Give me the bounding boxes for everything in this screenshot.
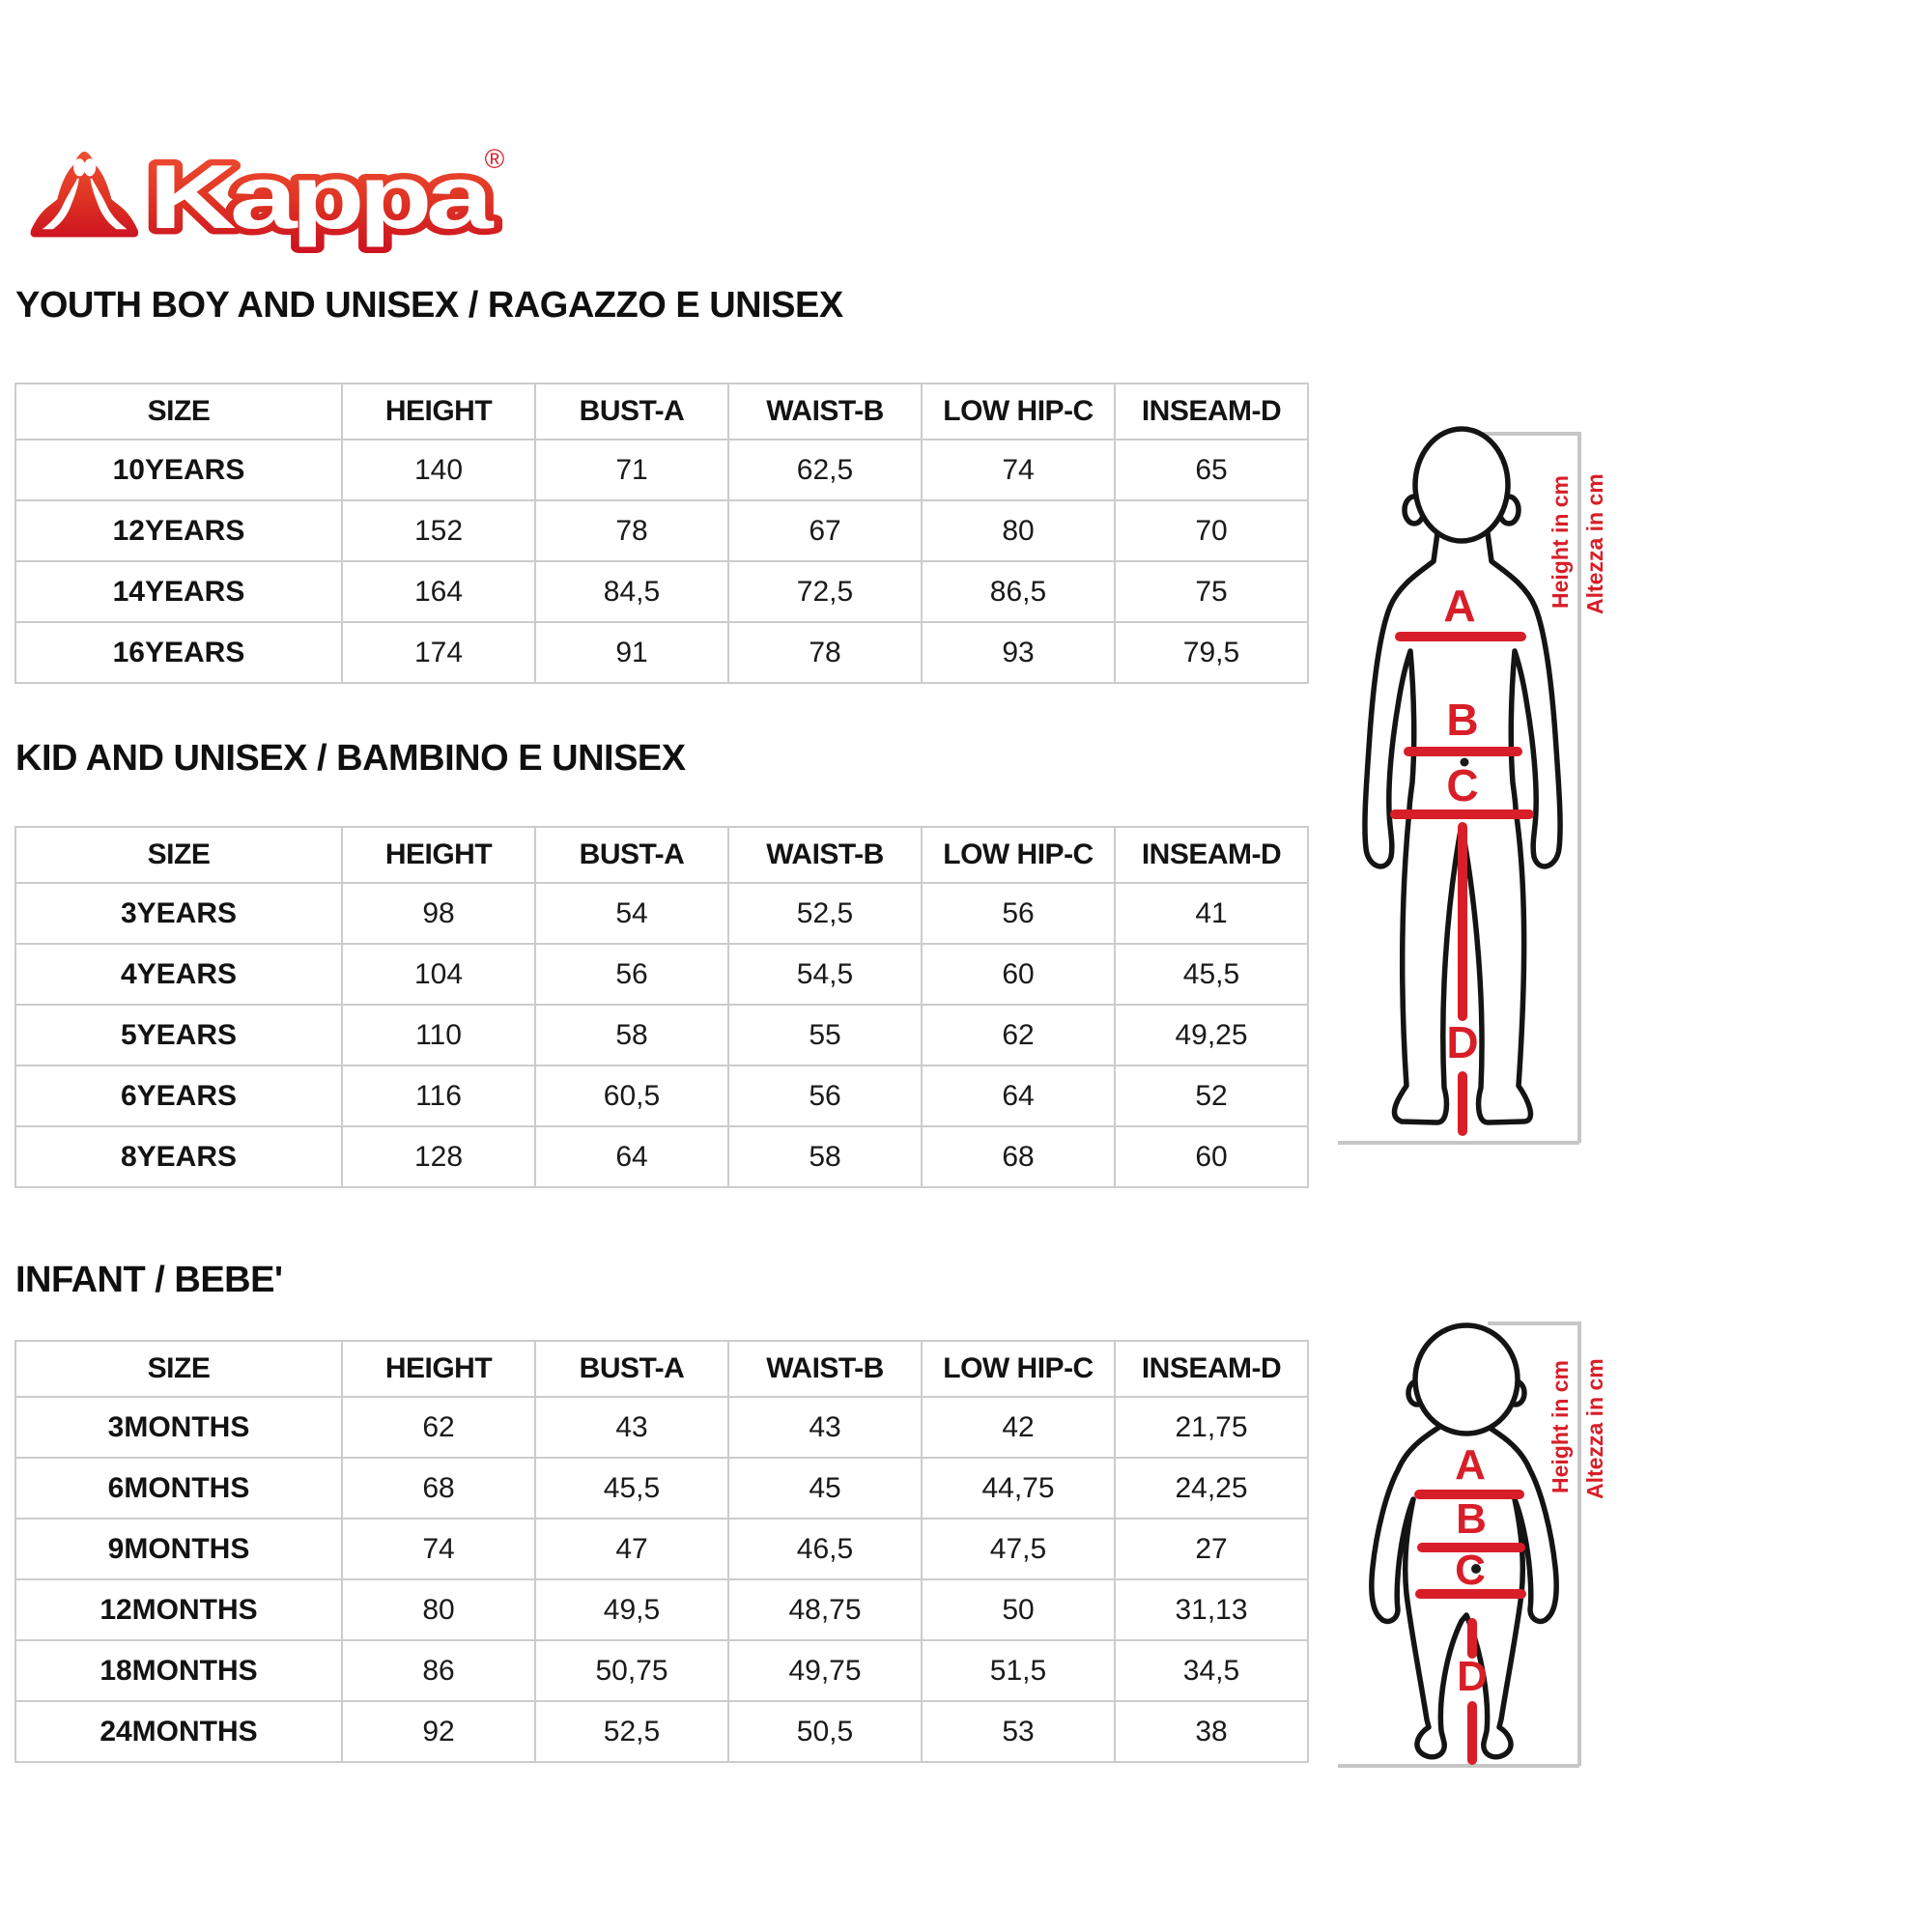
measurement-cell: 174 bbox=[342, 622, 535, 683]
measurement-cell: 49,25 bbox=[1115, 1005, 1308, 1065]
measurement-cell: 48,75 bbox=[728, 1579, 922, 1640]
youth-size-table bbox=[14, 383, 1309, 684]
header-row bbox=[15, 384, 1308, 440]
measurement-cell: 52,5 bbox=[728, 883, 922, 944]
size-cell: 3MONTHS bbox=[15, 1397, 342, 1458]
measurement-cell: 98 bbox=[342, 883, 535, 944]
measurement-cell: 70 bbox=[1115, 500, 1308, 561]
measurement-cell: 152 bbox=[342, 500, 535, 561]
measurement-cell: 43 bbox=[728, 1397, 922, 1458]
header-row bbox=[15, 827, 1308, 883]
measurement-cell: 56 bbox=[728, 1065, 922, 1126]
measurement-cell: 42 bbox=[922, 1397, 1115, 1458]
child-head bbox=[1415, 429, 1508, 541]
measurement-cell: 41 bbox=[1115, 883, 1308, 944]
kappa-omini-icon bbox=[31, 152, 139, 238]
measurement-cell: 45 bbox=[728, 1458, 922, 1519]
measurement-cell: 79,5 bbox=[1115, 622, 1308, 683]
measurement-cell: 46,5 bbox=[728, 1519, 922, 1579]
size-cell: 6MONTHS bbox=[15, 1458, 342, 1519]
measurement-cell: 78 bbox=[535, 500, 728, 561]
column-header: LOW HIP-C bbox=[922, 827, 1115, 883]
size-row bbox=[15, 1579, 1308, 1640]
column-header: BUST-A bbox=[535, 384, 728, 440]
measurement-cell: 31,13 bbox=[1115, 1579, 1308, 1640]
measurement-cell: 60 bbox=[922, 944, 1115, 1005]
column-header: HEIGHT bbox=[342, 827, 535, 883]
measurement-cell: 116 bbox=[342, 1065, 535, 1126]
height-in-cm-label: Height in cm bbox=[1548, 474, 1573, 609]
registered-mark: ® bbox=[484, 144, 505, 174]
measurement-cell: 47 bbox=[535, 1519, 728, 1579]
size-row bbox=[15, 622, 1308, 683]
size-cell: 4YEARS bbox=[15, 944, 342, 1005]
measurement-cell: 60,5 bbox=[535, 1065, 728, 1126]
measurement-cell: 65 bbox=[1115, 440, 1308, 500]
bust-label-a: A bbox=[1455, 1441, 1486, 1489]
size-row bbox=[15, 1005, 1308, 1065]
size-row bbox=[15, 944, 1308, 1005]
size-cell: 16YEARS bbox=[15, 622, 342, 683]
measurement-cell: 52,5 bbox=[535, 1701, 728, 1762]
measurement-cell: 80 bbox=[342, 1579, 535, 1640]
size-cell: 18MONTHS bbox=[15, 1640, 342, 1701]
measurement-cell: 78 bbox=[728, 622, 922, 683]
column-header: SIZE bbox=[15, 827, 342, 883]
measurement-cell: 24,25 bbox=[1115, 1458, 1308, 1519]
measurement-cell: 52 bbox=[1115, 1065, 1308, 1126]
measurement-cell: 86 bbox=[342, 1640, 535, 1701]
measurement-cell: 34,5 bbox=[1115, 1640, 1308, 1701]
measurement-cell: 72,5 bbox=[728, 561, 922, 622]
measurement-cell: 62 bbox=[342, 1397, 535, 1458]
measurement-cell: 92 bbox=[342, 1701, 535, 1762]
measurement-cell: 86,5 bbox=[922, 561, 1115, 622]
inseam-label-d: D bbox=[1446, 1017, 1479, 1067]
measurement-cell: 74 bbox=[342, 1519, 535, 1579]
measurement-cell: 75 bbox=[1115, 561, 1308, 622]
column-header: HEIGHT bbox=[342, 384, 535, 440]
size-row bbox=[15, 1065, 1308, 1126]
bust-label-a: A bbox=[1443, 581, 1476, 631]
measurement-cell: 53 bbox=[922, 1701, 1115, 1762]
measurement-cell: 60 bbox=[1115, 1126, 1308, 1187]
kid-size-table bbox=[14, 826, 1309, 1188]
section-title-youth: YOUTH BOY AND UNISEX / RAGAZZO E UNISEX bbox=[15, 285, 843, 326]
measurement-cell: 58 bbox=[535, 1005, 728, 1065]
column-header: SIZE bbox=[15, 384, 342, 440]
child-measurement-diagram bbox=[1338, 425, 1618, 1159]
measurement-cell: 93 bbox=[922, 622, 1115, 683]
size-cell: 3YEARS bbox=[15, 883, 342, 944]
inseam-label-d: D bbox=[1457, 1653, 1488, 1700]
measurement-cell: 164 bbox=[342, 561, 535, 622]
measurement-cell: 55 bbox=[728, 1005, 922, 1065]
kappa-wordmark: Kappa bbox=[149, 146, 495, 247]
column-header: SIZE bbox=[15, 1341, 342, 1397]
column-header: BUST-A bbox=[535, 1341, 728, 1397]
size-cell: 12MONTHS bbox=[15, 1579, 342, 1640]
column-header: LOW HIP-C bbox=[922, 384, 1115, 440]
size-row bbox=[15, 1519, 1308, 1579]
measurement-cell: 62,5 bbox=[728, 440, 922, 500]
infant-size-table bbox=[14, 1340, 1309, 1763]
measurement-cell: 50 bbox=[922, 1579, 1115, 1640]
column-header: INSEAM-D bbox=[1115, 1341, 1308, 1397]
measurement-cell: 128 bbox=[342, 1126, 535, 1187]
size-cell: 24MONTHS bbox=[15, 1701, 342, 1762]
column-header: HEIGHT bbox=[342, 1341, 535, 1397]
measurement-cell: 56 bbox=[922, 883, 1115, 944]
measurement-cell: 80 bbox=[922, 500, 1115, 561]
size-row bbox=[15, 1397, 1308, 1458]
size-row bbox=[15, 1701, 1308, 1762]
waist-label-b: B bbox=[1446, 695, 1479, 745]
height-in-cm-label: Height in cm bbox=[1548, 1359, 1573, 1493]
section-title-infant: INFANT / BEBE' bbox=[15, 1260, 283, 1300]
size-cell: 12YEARS bbox=[15, 500, 342, 561]
measurement-cell: 68 bbox=[342, 1458, 535, 1519]
measurement-cell: 49,75 bbox=[728, 1640, 922, 1701]
size-row bbox=[15, 1458, 1308, 1519]
column-header: WAIST-B bbox=[728, 827, 922, 883]
measurement-cell: 45,5 bbox=[535, 1458, 728, 1519]
size-row bbox=[15, 1640, 1308, 1701]
measurement-cell: 44,75 bbox=[922, 1458, 1115, 1519]
altezza-in-cm-label: Altezza in cm bbox=[1582, 473, 1607, 614]
measurement-cell: 56 bbox=[535, 944, 728, 1005]
size-row bbox=[15, 561, 1308, 622]
column-header: WAIST-B bbox=[728, 1341, 922, 1397]
size-row bbox=[15, 440, 1308, 500]
measurement-cell: 45,5 bbox=[1115, 944, 1308, 1005]
measurement-cell: 140 bbox=[342, 440, 535, 500]
measurement-cell: 27 bbox=[1115, 1519, 1308, 1579]
column-header: INSEAM-D bbox=[1115, 384, 1308, 440]
measurement-cell: 84,5 bbox=[535, 561, 728, 622]
altezza-in-cm-label: Altezza in cm bbox=[1582, 1358, 1607, 1499]
measurement-cell: 49,5 bbox=[535, 1579, 728, 1640]
measurement-cell: 21,75 bbox=[1115, 1397, 1308, 1458]
waist-label-b: B bbox=[1456, 1495, 1487, 1543]
header-row bbox=[15, 1341, 1308, 1397]
column-header: LOW HIP-C bbox=[922, 1341, 1115, 1397]
size-cell: 10YEARS bbox=[15, 440, 342, 500]
size-row bbox=[15, 883, 1308, 944]
measurement-cell: 50,75 bbox=[535, 1640, 728, 1701]
measurement-cell: 104 bbox=[342, 944, 535, 1005]
measurement-cell: 67 bbox=[728, 500, 922, 561]
measurement-cell: 47,5 bbox=[922, 1519, 1115, 1579]
kappa-logo-svg bbox=[25, 131, 508, 261]
measurement-cell: 64 bbox=[535, 1126, 728, 1187]
infant-measurement-diagram bbox=[1338, 1314, 1618, 1777]
hip-label-c: C bbox=[1455, 1547, 1486, 1594]
kappa-logo bbox=[25, 131, 508, 261]
measurement-cell: 51,5 bbox=[922, 1640, 1115, 1701]
size-cell: 14YEARS bbox=[15, 561, 342, 622]
size-cell: 9MONTHS bbox=[15, 1519, 342, 1579]
section-title-kid: KID AND UNISEX / BAMBINO E UNISEX bbox=[15, 738, 686, 779]
measurement-cell: 54 bbox=[535, 883, 728, 944]
measurement-cell: 91 bbox=[535, 622, 728, 683]
measurement-cell: 54,5 bbox=[728, 944, 922, 1005]
measurement-cell: 50,5 bbox=[728, 1701, 922, 1762]
hip-label-c: C bbox=[1446, 760, 1479, 810]
column-header: BUST-A bbox=[535, 827, 728, 883]
measurement-cell: 71 bbox=[535, 440, 728, 500]
measurement-cell: 110 bbox=[342, 1005, 535, 1065]
size-row bbox=[15, 1126, 1308, 1187]
infant-head bbox=[1415, 1325, 1518, 1434]
size-cell: 5YEARS bbox=[15, 1005, 342, 1065]
size-row bbox=[15, 500, 1308, 561]
measurement-cell: 74 bbox=[922, 440, 1115, 500]
measurement-cell: 58 bbox=[728, 1126, 922, 1187]
size-cell: 8YEARS bbox=[15, 1126, 342, 1187]
measurement-cell: 64 bbox=[922, 1065, 1115, 1126]
column-header: INSEAM-D bbox=[1115, 827, 1308, 883]
measurement-cell: 43 bbox=[535, 1397, 728, 1458]
column-header: WAIST-B bbox=[728, 384, 922, 440]
measurement-cell: 38 bbox=[1115, 1701, 1308, 1762]
measurement-cell: 62 bbox=[922, 1005, 1115, 1065]
measurement-cell: 68 bbox=[922, 1126, 1115, 1187]
size-cell: 6YEARS bbox=[15, 1065, 342, 1126]
